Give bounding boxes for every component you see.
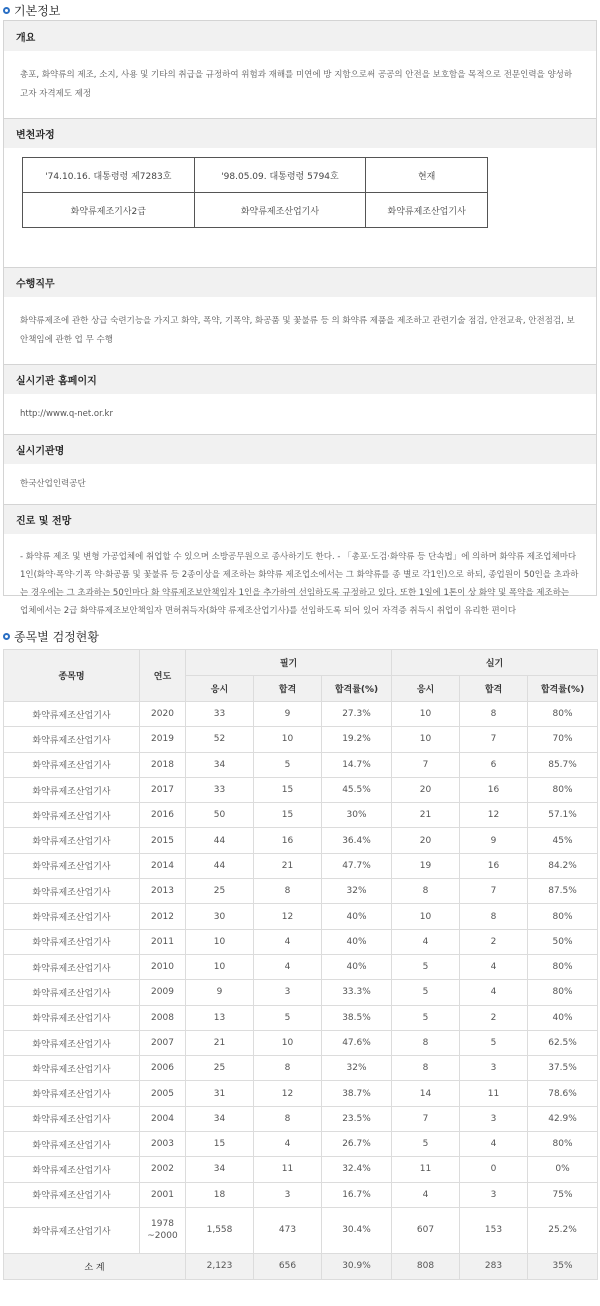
duties-text: 화약류제조에 관한 상급 숙련기능을 가지고 화약, 폭약, 기폭약, 화공품 및 꽃불류 등 의 화약류 제품을 제조하고 관련기술 점검, 안전교육, 안전점검, 보안책임에 관한 업 무 수행	[20, 315, 575, 345]
cell-written-applicants: 9	[186, 980, 254, 1005]
cell-written-rate: 45.5%	[322, 777, 392, 802]
cell-name: 화약류제조산업기사	[4, 904, 140, 929]
cell-practical-applicants: 8	[392, 1056, 460, 1081]
cell-written-applicants: 25	[186, 1056, 254, 1081]
cell-name: 화약류제조산업기사	[4, 1056, 140, 1081]
cell-practical-passed: 2	[460, 1005, 528, 1030]
career-text: - 화약류 제조 및 변형 가공업체에 취업할 수 있으며 소방공무원으로 종사하기도 한다. - 「총포·도검·화약류 등 단속법」에 의하며 화약류 제조업체마다 1인(화약·폭약·기폭 약·화공품 및 꽃불류 등 2종이상을 제조하는 화약류 제조업소에서는 그 화약류를 종 별로 각1인)으로 하되, 종업원이 50인을 초과하는 경우에는 그 초과하는 50인마다 화 약류제조보안책임자 1인을 추가하여 선임하도록 규정하고 있다. 또한 1일에 1톤이 상 화약 및 폭약을 제조하는 업체에서는 2급 화약류제조보안책임자 면허취득자(화약 류제조산업기사)를 선임하도록 되어 있어 자격증 취득시 취업이 유리한 편이다	[20, 552, 579, 616]
cell-name: 화약류제조산업기사	[4, 1106, 140, 1131]
cell-year: 2014	[140, 853, 186, 878]
cell-written-passed: 8	[254, 1056, 322, 1081]
cell-practical-rate: 37.5%	[528, 1056, 598, 1081]
cell-written-rate: 47.6%	[322, 1030, 392, 1055]
col-header-written-applicants: 응시	[186, 676, 254, 702]
col-header-written-rate: 합격률(%)	[322, 676, 392, 702]
table-row	[4, 1182, 598, 1207]
cell-total: 283	[460, 1253, 528, 1279]
cell-year: 2015	[140, 828, 186, 853]
cell-written-passed: 21	[254, 853, 322, 878]
cell-practical-rate: 80%	[528, 954, 598, 979]
table-row	[4, 803, 598, 828]
cell-value: 30.4%	[322, 1207, 392, 1253]
cell-written-passed: 15	[254, 803, 322, 828]
cell-written-rate: 40%	[322, 904, 392, 929]
cell-written-applicants: 15	[186, 1132, 254, 1157]
cell-practical-rate: 87.5%	[528, 879, 598, 904]
cell-total: 35%	[528, 1253, 598, 1279]
bullet-icon	[3, 633, 10, 640]
cell-name: 화약류제조산업기사	[4, 929, 140, 954]
cell-practical-rate: 57.1%	[528, 803, 598, 828]
table-row	[4, 853, 598, 878]
cell-written-passed: 15	[254, 777, 322, 802]
cell-practical-passed: 4	[460, 954, 528, 979]
cell-year: 2009	[140, 980, 186, 1005]
cell-name: 화약류제조산업기사	[4, 1030, 140, 1055]
cell-value: 25.2%	[528, 1207, 598, 1253]
cell-name: 화약류제조산업기사	[4, 752, 140, 777]
cell-value: 153	[460, 1207, 528, 1253]
cell-practical-applicants: 5	[392, 1132, 460, 1157]
table-row	[4, 752, 598, 777]
cell-practical-passed: 3	[460, 1182, 528, 1207]
cell-written-rate: 47.7%	[322, 853, 392, 878]
col-header-written-passed: 합격	[254, 676, 322, 702]
col-header-practical-rate: 합격률(%)	[528, 676, 598, 702]
cell-practical-passed: 0	[460, 1157, 528, 1182]
cell-written-applicants: 33	[186, 702, 254, 727]
history-cell: '74.10.16. 대통령령 제7283호	[23, 158, 195, 193]
table-row	[4, 702, 598, 727]
overview-text: 총포, 화약류의 제조, 소지, 사용 및 기타의 취급을 규정하여 위험과 재해를 미연에 방 지함으로써 공공의 안전을 보호함을 목적으로 전문인력을 양성하고자 자격제도 제정	[20, 69, 573, 99]
cell-written-passed: 11	[254, 1157, 322, 1182]
cell-written-rate: 27.3%	[322, 702, 392, 727]
col-header-practical-applicants: 응시	[392, 676, 460, 702]
cell-written-applicants: 34	[186, 1157, 254, 1182]
cell-practical-passed: 7	[460, 879, 528, 904]
cell-practical-rate: 62.5%	[528, 1030, 598, 1055]
cell-value: 473	[254, 1207, 322, 1253]
cell-year: 2013	[140, 879, 186, 904]
cell-year: 2006	[140, 1056, 186, 1081]
table-row	[4, 1056, 598, 1081]
cell-practical-rate: 45%	[528, 828, 598, 853]
cell-practical-passed: 3	[460, 1106, 528, 1131]
cell-name: 화약류제조산업기사	[4, 1132, 140, 1157]
cell-practical-passed: 2	[460, 929, 528, 954]
cell-practical-passed: 12	[460, 803, 528, 828]
table-row	[4, 954, 598, 979]
cell-practical-rate: 0%	[528, 1157, 598, 1182]
cell-written-applicants: 44	[186, 853, 254, 878]
cell-year: 2005	[140, 1081, 186, 1106]
cell-year: 2019	[140, 727, 186, 752]
cell-name: 화약류제조산업기사	[4, 1182, 140, 1207]
cell-practical-passed: 8	[460, 904, 528, 929]
table-row-total	[4, 1253, 598, 1279]
history-cell: 화약류제조산업기사	[194, 193, 366, 228]
cell-practical-applicants: 5	[392, 1005, 460, 1030]
agency-header: 실시기관명	[4, 434, 596, 464]
cell-year: 2002	[140, 1157, 186, 1182]
cell-practical-rate: 50%	[528, 929, 598, 954]
cell-written-applicants: 25	[186, 879, 254, 904]
cell-practical-passed: 11	[460, 1081, 528, 1106]
cell-name: 화약류제조산업기사	[4, 702, 140, 727]
cell-written-passed: 5	[254, 1005, 322, 1030]
cell-written-passed: 16	[254, 828, 322, 853]
table-row	[4, 777, 598, 802]
history-cell: 현재	[366, 158, 488, 193]
cell-practical-applicants: 20	[392, 777, 460, 802]
cell-year: 2001	[140, 1182, 186, 1207]
cell-practical-applicants: 8	[392, 879, 460, 904]
table-row	[4, 980, 598, 1005]
col-header-practical-passed: 합격	[460, 676, 528, 702]
cell-written-passed: 3	[254, 1182, 322, 1207]
cell-name: 화약류제조산업기사	[4, 727, 140, 752]
cell-written-passed: 12	[254, 1081, 322, 1106]
cell-written-rate: 36.4%	[322, 828, 392, 853]
stats-title: 종목별 검정현황	[0, 623, 600, 649]
cell-written-rate: 40%	[322, 929, 392, 954]
history-row-names	[23, 193, 488, 228]
cell-practical-rate: 80%	[528, 1132, 598, 1157]
overview-header: 개요	[4, 21, 596, 51]
table-row	[4, 1005, 598, 1030]
table-row	[4, 1030, 598, 1055]
cell-written-passed: 4	[254, 1132, 322, 1157]
cell-practical-passed: 3	[460, 1056, 528, 1081]
cell-practical-applicants: 4	[392, 1182, 460, 1207]
cell-practical-applicants: 20	[392, 828, 460, 853]
cell-written-applicants: 33	[186, 777, 254, 802]
cell-value: 607	[392, 1207, 460, 1253]
cell-year: 2007	[140, 1030, 186, 1055]
cell-year: 1978 ~2000	[140, 1207, 186, 1253]
cell-written-rate: 32%	[322, 1056, 392, 1081]
history-body	[4, 157, 596, 267]
cell-year: 2004	[140, 1106, 186, 1131]
cell-practical-passed: 6	[460, 752, 528, 777]
cell-practical-rate: 80%	[528, 702, 598, 727]
cell-written-passed: 4	[254, 929, 322, 954]
cell-written-rate: 38.5%	[322, 1005, 392, 1030]
total-label: 소 계	[4, 1253, 186, 1279]
stats-table	[3, 649, 598, 1280]
cell-practical-passed: 16	[460, 853, 528, 878]
cell-practical-applicants: 4	[392, 929, 460, 954]
table-row-range	[4, 1207, 598, 1253]
cell-written-passed: 4	[254, 954, 322, 979]
cell-practical-passed: 5	[460, 1030, 528, 1055]
cell-written-applicants: 31	[186, 1081, 254, 1106]
cell-practical-applicants: 7	[392, 1106, 460, 1131]
cell-name: 화약류제조산업기사	[4, 1157, 140, 1182]
cell-year: 2016	[140, 803, 186, 828]
cell-name: 화약류제조산업기사	[4, 777, 140, 802]
cell-written-applicants: 34	[186, 752, 254, 777]
cell-written-passed: 12	[254, 904, 322, 929]
cell-written-applicants: 21	[186, 1030, 254, 1055]
history-cell: 화약류제조기사2급	[23, 193, 195, 228]
cell-practical-passed: 4	[460, 1132, 528, 1157]
cell-practical-applicants: 14	[392, 1081, 460, 1106]
table-row	[4, 904, 598, 929]
cell-year: 2020	[140, 702, 186, 727]
cell-practical-rate: 80%	[528, 904, 598, 929]
agency-text: 한국산업인력공단	[20, 478, 86, 489]
homepage-link[interactable]: http://www.q-net.or.kr	[20, 408, 113, 419]
table-row	[4, 1106, 598, 1131]
cell-written-rate: 38.7%	[322, 1081, 392, 1106]
col-header-written: 필기	[186, 650, 392, 676]
cell-written-passed: 3	[254, 980, 322, 1005]
cell-practical-applicants: 10	[392, 702, 460, 727]
cell-practical-passed: 16	[460, 777, 528, 802]
cell-written-rate: 23.5%	[322, 1106, 392, 1131]
cell-practical-rate: 84.2%	[528, 853, 598, 878]
cell-written-applicants: 30	[186, 904, 254, 929]
cell-written-rate: 32%	[322, 879, 392, 904]
cell-name: 화약류제조산업기사	[4, 828, 140, 853]
cell-name: 화약류제조산업기사	[4, 879, 140, 904]
history-table	[22, 157, 488, 228]
cell-written-rate: 16.7%	[322, 1182, 392, 1207]
cell-written-rate: 14.7%	[322, 752, 392, 777]
cell-total: 30.9%	[322, 1253, 392, 1279]
cell-name: 화약류제조산업기사	[4, 1081, 140, 1106]
stats-body	[4, 702, 598, 1208]
cell-year: 2018	[140, 752, 186, 777]
cell-name: 화약류제조산업기사	[4, 803, 140, 828]
cell-name: 화약류제조산업기사	[4, 1005, 140, 1030]
table-row	[4, 1157, 598, 1182]
cell-name: 화약류제조산업기사	[4, 1207, 140, 1253]
cell-written-passed: 9	[254, 702, 322, 727]
cell-written-passed: 5	[254, 752, 322, 777]
cell-written-passed: 10	[254, 727, 322, 752]
cell-written-applicants: 10	[186, 929, 254, 954]
cell-practical-rate: 40%	[528, 1005, 598, 1030]
career-header: 진로 및 전망	[4, 504, 596, 534]
cell-written-passed: 8	[254, 879, 322, 904]
cell-year: 2017	[140, 777, 186, 802]
cell-year: 2011	[140, 929, 186, 954]
cell-written-passed: 10	[254, 1030, 322, 1055]
cell-written-applicants: 52	[186, 727, 254, 752]
cell-practical-applicants: 10	[392, 727, 460, 752]
cell-written-applicants: 44	[186, 828, 254, 853]
cell-year: 2010	[140, 954, 186, 979]
cell-written-rate: 30%	[322, 803, 392, 828]
cell-practical-applicants: 5	[392, 980, 460, 1005]
cell-practical-rate: 80%	[528, 777, 598, 802]
cell-practical-rate: 85.7%	[528, 752, 598, 777]
cell-written-applicants: 50	[186, 803, 254, 828]
table-row	[4, 879, 598, 904]
cell-practical-rate: 70%	[528, 727, 598, 752]
cell-year: 2008	[140, 1005, 186, 1030]
cell-practical-rate: 42.9%	[528, 1106, 598, 1131]
basic-info-section	[0, 0, 600, 616]
cell-practical-applicants: 11	[392, 1157, 460, 1182]
cell-practical-applicants: 21	[392, 803, 460, 828]
basic-info-title: 기본정보	[0, 0, 600, 20]
cell-total: 656	[254, 1253, 322, 1279]
cell-year: 2012	[140, 904, 186, 929]
cell-total: 2,123	[186, 1253, 254, 1279]
basic-info-box	[3, 20, 597, 616]
cell-practical-rate: 78.6%	[528, 1081, 598, 1106]
cell-practical-passed: 8	[460, 702, 528, 727]
history-cell: 화약류제조산업기사	[366, 193, 488, 228]
table-row	[4, 1081, 598, 1106]
history-row-dates	[23, 158, 488, 193]
duties-header: 수행직무	[4, 267, 596, 297]
col-header-practical: 실기	[392, 650, 598, 676]
cell-value: 1,558	[186, 1207, 254, 1253]
cell-practical-passed: 9	[460, 828, 528, 853]
table-row	[4, 1132, 598, 1157]
cell-written-rate: 26.7%	[322, 1132, 392, 1157]
cell-practical-rate: 75%	[528, 1182, 598, 1207]
table-row	[4, 727, 598, 752]
cell-written-rate: 32.4%	[322, 1157, 392, 1182]
history-cell: '98.05.09. 대통령령 5794호	[194, 158, 366, 193]
cell-written-applicants: 10	[186, 954, 254, 979]
cell-name: 화약류제조산업기사	[4, 954, 140, 979]
cell-practical-passed: 4	[460, 980, 528, 1005]
cell-written-rate: 33.3%	[322, 980, 392, 1005]
homepage-header: 실시기관 홈페이지	[4, 364, 596, 394]
cell-practical-applicants: 19	[392, 853, 460, 878]
cell-written-applicants: 13	[186, 1005, 254, 1030]
cell-practical-passed: 7	[460, 727, 528, 752]
history-header: 변천과정	[4, 118, 596, 148]
cell-total: 808	[392, 1253, 460, 1279]
cell-practical-rate: 80%	[528, 980, 598, 1005]
table-row	[4, 929, 598, 954]
cell-practical-applicants: 8	[392, 1030, 460, 1055]
bullet-icon	[3, 7, 10, 14]
cell-written-rate: 40%	[322, 954, 392, 979]
cell-written-rate: 19.2%	[322, 727, 392, 752]
cell-name: 화약류제조산업기사	[4, 853, 140, 878]
cell-name: 화약류제조산업기사	[4, 980, 140, 1005]
cell-written-passed: 8	[254, 1106, 322, 1131]
cell-year: 2003	[140, 1132, 186, 1157]
cell-practical-applicants: 7	[392, 752, 460, 777]
cell-practical-applicants: 5	[392, 954, 460, 979]
col-header-year: 연도	[140, 650, 186, 702]
col-header-name: 종목명	[4, 650, 140, 702]
table-row	[4, 828, 598, 853]
cell-written-applicants: 18	[186, 1182, 254, 1207]
cell-practical-applicants: 10	[392, 904, 460, 929]
cell-written-applicants: 34	[186, 1106, 254, 1131]
stats-section	[0, 623, 600, 1280]
